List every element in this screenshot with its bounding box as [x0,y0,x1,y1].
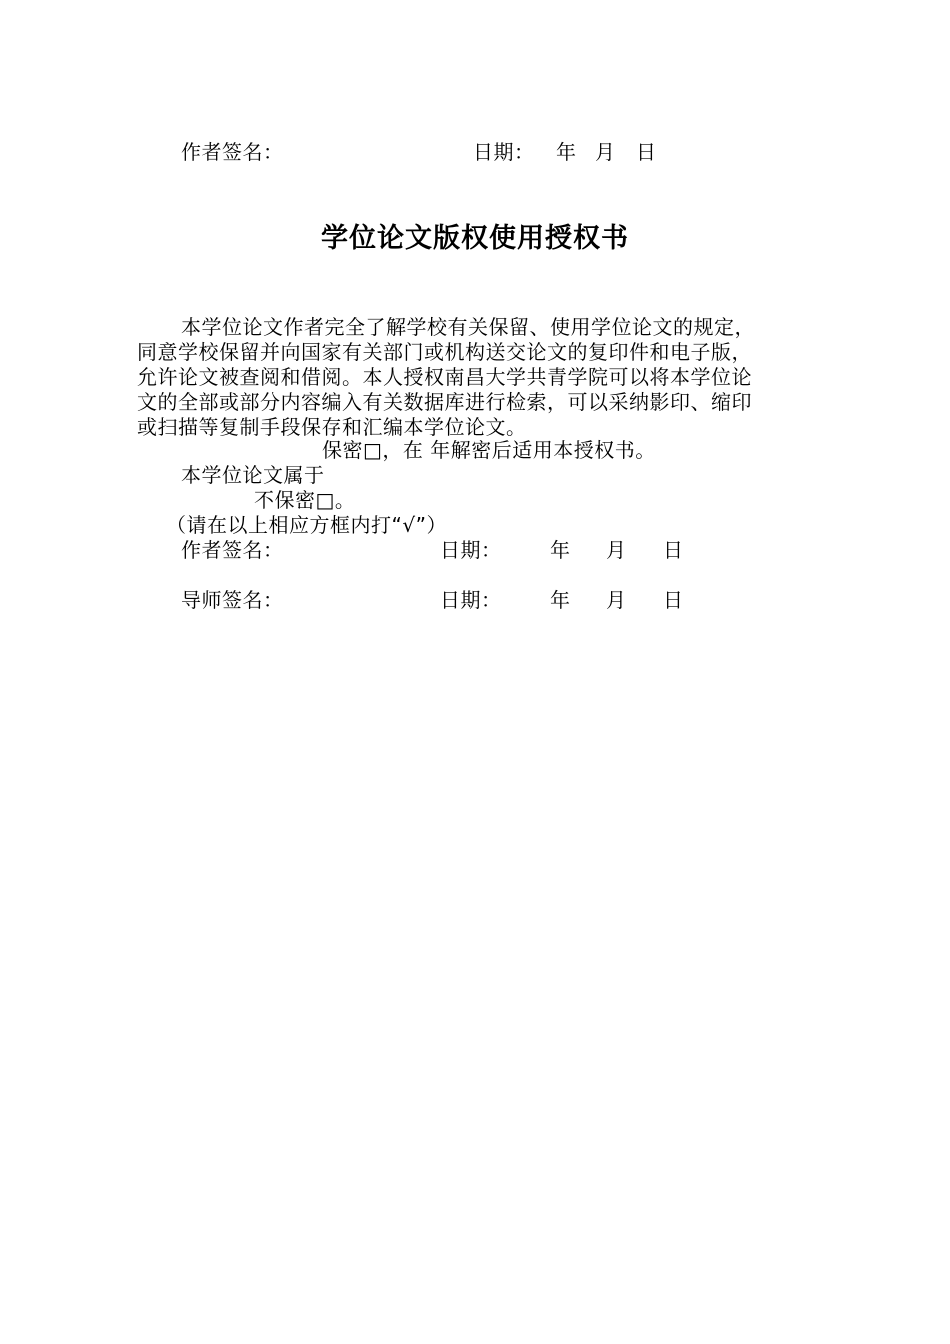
advisor-date-label: 日期： [440,588,502,612]
paragraph-line: 同意学校保留并向国家有关部门或机构送交论文的复印件和电子版， [137,340,752,364]
author-signature-label: 作者签名： [181,538,284,562]
paragraph-line: 本学位论文作者完全了解学校有关保留、使用学位论文的规定， [181,315,755,339]
top-month-label: 月 [595,140,616,164]
paragraph-line: 允许论文被查阅和借阅。本人授权南昌大学共青学院可以将本学位论 [137,365,752,389]
top-author-signature-label: 作者签名： [181,140,284,164]
advisor-month-label: 月 [606,588,627,612]
authorization-paragraph [137,315,817,440]
advisor-year-label: 年 [550,588,571,612]
top-year-label: 年 [556,140,577,164]
author-month-label: 月 [606,538,627,562]
non-secret-option: 不保密□。 [254,488,356,512]
top-day-label: 日 [636,140,657,164]
author-day-label: 日 [663,538,684,562]
page-title: 学位论文版权使用授权书 [321,223,629,254]
paragraph-line: 文的全部或部分内容编入有关数据库进行检索，可以采纳影印、缩印 [137,390,752,414]
author-date-label: 日期： [440,538,502,562]
author-year-label: 年 [550,538,571,562]
advisor-signature-label: 导师签名： [181,588,284,612]
advisor-day-label: 日 [663,588,684,612]
secret-option: 保密□，在 年解密后适用本授权书。 [322,438,656,462]
belongs-to-label: 本学位论文属于 [181,463,325,487]
paragraph-line: 或扫描等复制手段保存和汇编本学位论文。 [137,415,527,439]
top-date-label: 日期： [473,140,535,164]
instruction-note: （请在以上相应方框内打“√”） [166,513,447,537]
